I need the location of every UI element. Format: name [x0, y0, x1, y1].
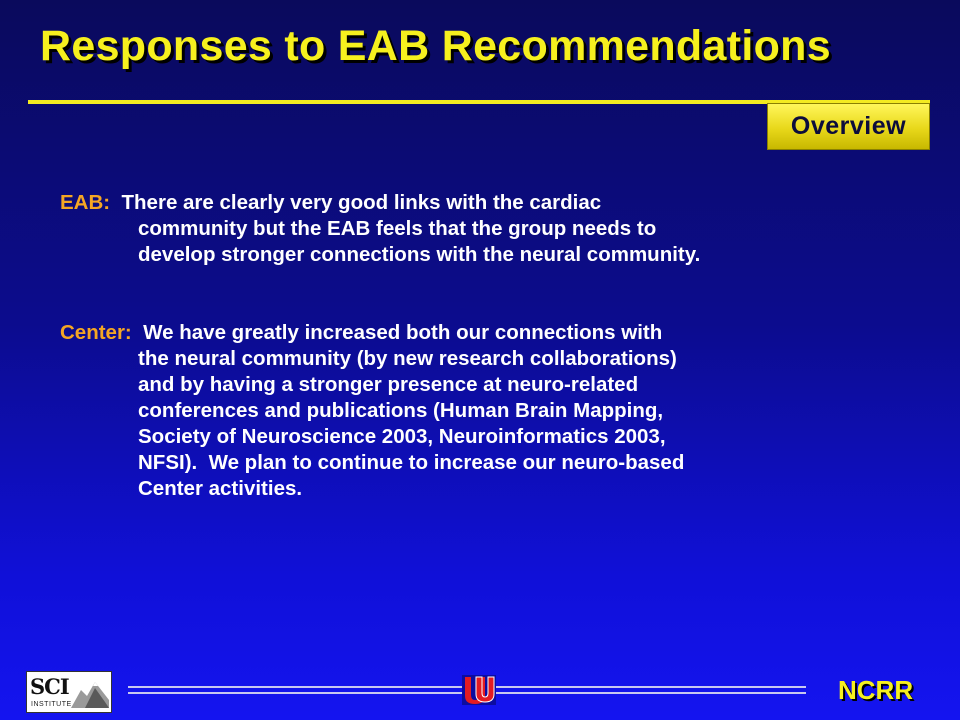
- center-line-3: and by having a stronger presence at neuro-related: [138, 373, 639, 396]
- eab-paragraph: [60, 190, 880, 268]
- ncrr-label: NCRR: [838, 675, 914, 705]
- logo-text: SCI: [30, 674, 69, 699]
- slide-title: Responses to EAB Recommendations: [40, 22, 831, 70]
- center-line-5: Society of Neuroscience 2003, Neuroinformatics 2003,: [138, 425, 666, 448]
- center-label: Center:: [60, 321, 132, 344]
- logo-subtext: INSTITUTE: [31, 701, 72, 708]
- center-paragraph: [60, 320, 880, 502]
- eab-text-1: There are clearly very good links with the cardiac: [121, 191, 602, 214]
- center-text-1: We have greatly increased both our connections with: [143, 321, 663, 344]
- center-line-4: conferences and publications (Human Brain Mapping,: [138, 399, 664, 422]
- center-line-1: [60, 320, 880, 346]
- mountain-icon: [71, 676, 109, 708]
- center-line-6: NFSI). We plan to continue to increase our neuro-based: [138, 451, 685, 474]
- eab-line-2: community but the EAB feels that the group needs to: [138, 217, 657, 240]
- center-line-2: the neural community (by new research collaborations): [138, 347, 677, 370]
- sci-institute-logo: [26, 671, 112, 713]
- eab-line-1: [60, 190, 880, 216]
- section-tag: Overview: [767, 103, 930, 150]
- eab-label: EAB:: [60, 191, 111, 214]
- university-u-logo-icon: [462, 675, 496, 705]
- center-line-7: Center activities.: [138, 477, 303, 500]
- eab-line-3: develop stronger connections with the neural community.: [138, 243, 701, 266]
